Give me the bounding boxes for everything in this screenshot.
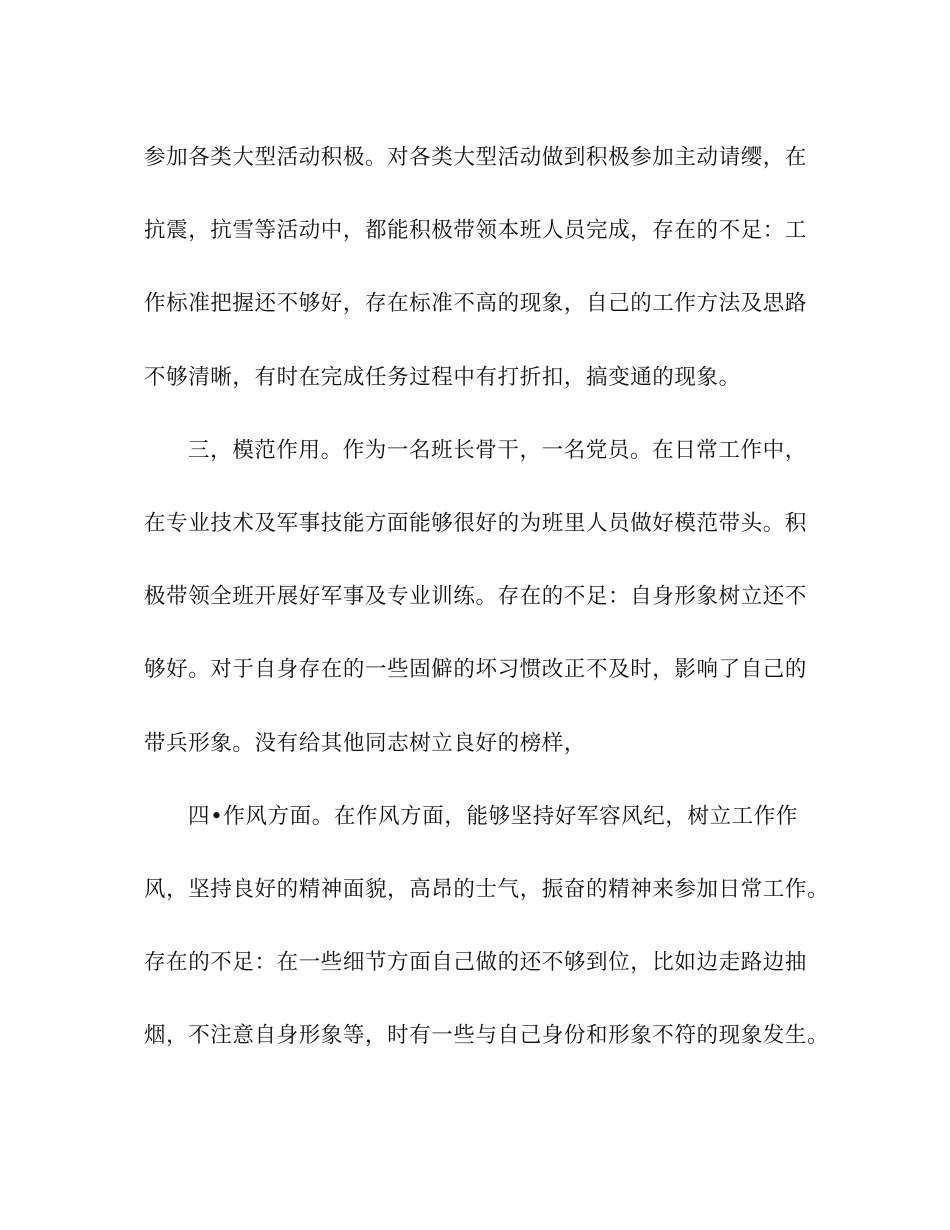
- body-text: [144, 140, 830, 1091]
- text-line: 参加各类大型活动积极。对各类大型活动做到积极参加主动请缨，在: [144, 145, 808, 170]
- text-line: 抗震，抗雪等活动中，都能积极带领本班人员完成，存在的不足：工: [144, 218, 808, 244]
- text-line: 不够清晰，有时在完成任务过程中有打折扣，搞变通的现象。: [144, 364, 741, 390]
- text-line: 够好。对于自身存在的一些固僻的坏习惯改正不及时，影响了自己的: [144, 657, 808, 683]
- paragraph-start-line: 四•作风方面。在作风方面，能够坚持好军容风纪，树立工作作: [188, 803, 798, 829]
- text-line: 在专业技术及军事技能方面能够很好的为班里人员做好模范带头。积: [144, 510, 808, 536]
- text-line: 带兵形象。没有给其他同志树立良好的榜样，: [144, 730, 587, 756]
- text-line: 极带领全班开展好军事及专业训练。存在的不足：自身形象树立还不: [144, 584, 808, 610]
- text-line: 存在的不足：在一些细节方面自己做的还不够到位，比如边走路边抽: [144, 950, 808, 976]
- text-line: 作标准把握还不够好，存在标准不高的现象，自己的工作方法及思路: [144, 291, 808, 317]
- paragraph-start-line: 三，模范作用。作为一名班长骨干，一名党员。在日常工作中，: [188, 437, 807, 463]
- text-line: 风，坚持良好的精神面貌，高昂的士气，振奋的精神来参加日常工作。: [144, 876, 830, 902]
- text-line: 烟，不注意自身形象等，时有一些与自己身份和形象不符的现象发生。: [144, 1023, 830, 1049]
